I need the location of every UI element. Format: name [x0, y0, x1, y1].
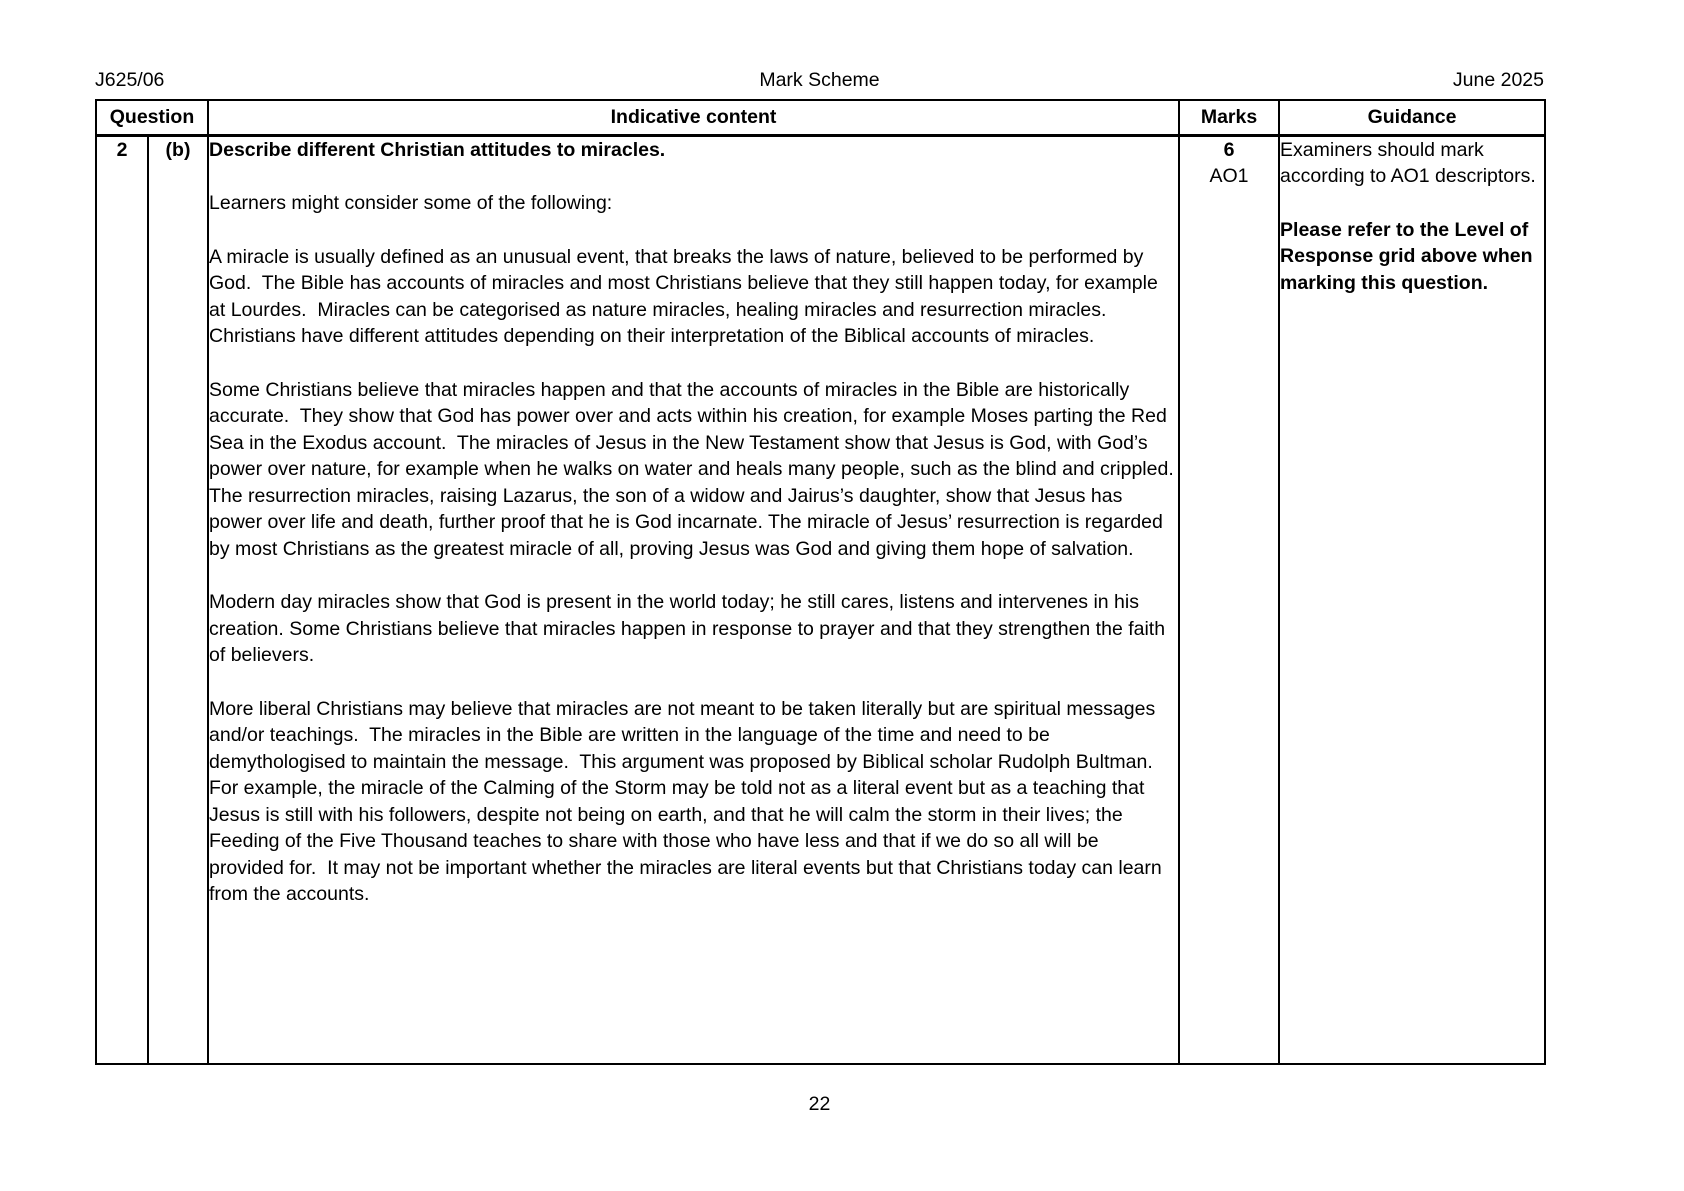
indicative-paragraph: Modern day miracles show that God is present in the world today; he still cares, listens and intervenes in his creation. Some Christians believe that miracles happen in response to prayer and that they strengthen the faith of believers.: [209, 591, 1171, 666]
indicative-paragraph: A miracle is usually defined as an unusual event, that breaks the laws of nature, believed to be performed by God. The Bible has accounts of miracles and most Christians believe that they still happen today, for example at Lourdes. Miracles can be categorised as nature miracles, healing miracles and resurrection miracles. Christians have different attitudes depending on their interpretation of the Biblical accounts of miracles.: [209, 245, 1164, 347]
indicative-content-cell: [208, 135, 1185, 1064]
column-header-guidance: Guidance: [1279, 100, 1545, 135]
column-header-marks: Marks: [1179, 100, 1279, 135]
marks-cell: [1179, 135, 1279, 1064]
question-number: 2: [96, 135, 148, 1064]
table-header-row: [96, 100, 1545, 135]
marks-value: 6: [1223, 138, 1235, 161]
page-number: 22: [808, 1093, 831, 1115]
question-title: Describe different Christian attitudes to miracles.: [209, 138, 666, 161]
table-row: [96, 135, 1545, 1064]
guidance-cell: [1279, 135, 1545, 1064]
doc-title: Mark Scheme: [759, 69, 880, 91]
guidance-bold-note: Please refer to the Level of Response grid above when marking this question.: [1280, 218, 1538, 294]
mark-scheme-table: [95, 99, 1546, 1065]
doc-code: J625/06: [95, 69, 165, 91]
column-header-indicative-content: Indicative content: [208, 100, 1179, 135]
question-part: (b): [148, 135, 208, 1064]
marks-assessment-objective: AO1: [1209, 165, 1249, 187]
doc-date: June 2025: [1452, 69, 1544, 91]
guidance-note: Examiners should mark according to AO1 descriptors.: [1280, 138, 1536, 187]
column-header-question: Question: [96, 100, 208, 135]
indicative-paragraph: More liberal Christians may believe that miracles are not meant to be taken literally but are spiritual messages and/or teachings. The miracles in the Bible are written in the language of the time and need to be demythologised to maintain the message. This argument was proposed by Biblical scholar Rudolph Bultman. For example, the miracle of the Calming of the Storm may be told not as a literal event but as a teaching that Jesus is still with his followers, despite not being on earth, and that he will calm the storm in their lives; the Feeding of the Five Thousand teaches to share with those who have less and that if we do so all will be provided for. It may not be important whether the miracles are literal events but that Christians today can learn from the accounts.: [209, 697, 1168, 905]
indicative-paragraph: Some Christians believe that miracles happen and that the accounts of miracles in the Bible are historically accurate. They show that God has power over and acts within his creation, for example Moses parting the Red Sea in the Exodus account. The miracles of Jesus in the New Testament show that Jesus is God, with God’s power over nature, for example when he walks on water and heals many people, such as the blind and crippled. The resurrection miracles, raising Lazarus, the son of a widow and Jairus’s daughter, show that Jesus has power over life and death, further proof that he is God incarnate. The miracle of Jesus’ resurrection is regarded by most Christians as the greatest miracle of all, proving Jesus was God and giving them hope of salvation.: [209, 378, 1185, 560]
indicative-intro: Learners might consider some of the following:: [209, 192, 613, 214]
page-header: [95, 68, 1544, 92]
